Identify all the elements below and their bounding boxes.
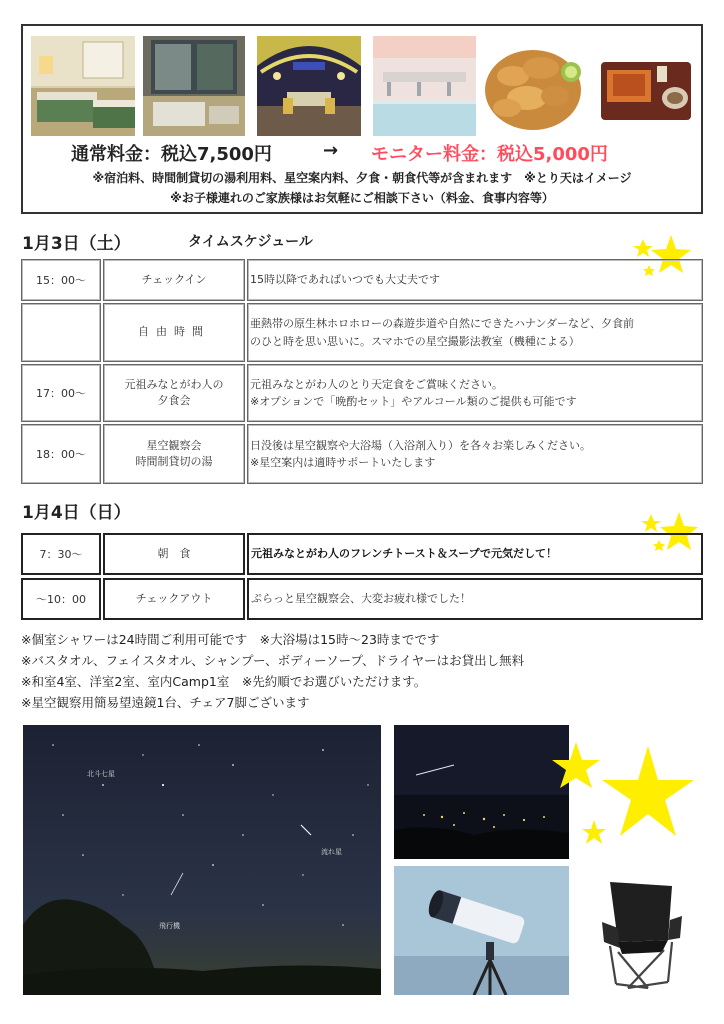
row-event: チェックイン	[103, 259, 245, 301]
row-event-text: 自由時間	[138, 325, 210, 339]
facility-notes	[21, 629, 711, 713]
photo-night-view	[394, 725, 569, 859]
monitor-price: モニター料金：税込5,000円	[371, 144, 608, 165]
note-line: ※個室シャワーは24時間ご利用可能です ※大浴場は15時～23時までです	[21, 632, 440, 647]
row-desc: 15時以降であればいつでも大丈夫です	[247, 259, 703, 301]
row-time: 15：00～	[21, 259, 101, 301]
row-desc-line: 日没後は星空観察や大浴場（入浴剤入り）を各々お楽しみください。	[250, 438, 591, 452]
schedule-row	[21, 259, 703, 301]
schedule-row	[21, 424, 703, 484]
row-time	[21, 303, 101, 362]
schedule-row	[21, 303, 703, 362]
schedule-row	[21, 533, 703, 575]
note-line: ※星空観察用簡易望遠鏡1台、チェア7脚ございます	[21, 695, 310, 710]
row-event	[103, 424, 245, 484]
photo-telescope	[394, 866, 569, 995]
note-line: ※バスタオル、フェイスタオル、シャンプー、ボディーソープ、ドライヤーはお貸出し無料	[21, 653, 525, 668]
row-event: 朝 食	[103, 533, 245, 575]
row-event-line: 夕食会	[157, 394, 191, 407]
price-box	[21, 24, 703, 214]
photo-indoor-camp	[257, 36, 361, 136]
row-time: ～10：00	[21, 578, 101, 620]
photo-japanese-room	[143, 36, 245, 136]
label-big-dipper: 北斗七星	[87, 770, 115, 778]
photo-breakfast	[595, 36, 697, 136]
day2-title: 1月4日（日）	[22, 503, 131, 523]
row-desc-line: 亜熱帯の原生林ホロホローの森遊歩道や自然にできたハナンダーなど、夕食前	[250, 317, 635, 331]
row-desc: 元祖みなとがわ人のフレンチトースト＆スープで元気だして！	[247, 533, 703, 575]
schedule-title: タイムスケジュール	[188, 234, 313, 250]
row-desc	[247, 424, 703, 484]
row-event	[103, 364, 245, 422]
arrow-text: →	[323, 140, 339, 161]
pricing-note-included: ※宿泊料、時間制貸切の湯利用料、星空案内料、夕食・朝食代等が含まれます ※とり天はイメージ	[92, 171, 632, 185]
label-airplane: 飛行機	[159, 922, 180, 930]
day1-title: 1月3日（土）	[22, 234, 131, 254]
row-desc-line: のひと時を思い思いに。スマホでの星空撮影法教室（機種による）	[250, 334, 580, 348]
schedule-row	[21, 364, 703, 422]
row-event	[103, 303, 245, 362]
row-desc-line: ※オプションで「晩酌セット」やアルコール類のご提供も可能です	[250, 395, 577, 408]
schedule-row	[21, 578, 703, 620]
row-time: 7：30～	[21, 533, 101, 575]
label-meteor: 流れ星	[321, 848, 342, 856]
photo-night-sky	[23, 725, 381, 995]
star-icon	[552, 740, 702, 850]
row-event-line: 星空観察会	[146, 438, 202, 452]
row-desc	[247, 364, 703, 422]
row-event: チェックアウト	[103, 578, 245, 620]
pricing-note-family: ※お子様連れのご家族様はお気軽にご相談下さい（料金、食事内容等）	[170, 191, 554, 205]
row-event-line: 時間制貸切の湯	[135, 455, 213, 468]
photo-bath	[373, 36, 476, 136]
row-desc	[247, 303, 703, 362]
row-time: 17：00～	[21, 364, 101, 422]
note-line: ※和室4室、洋室2室、室内Camp1室 ※先約順でお選びいただけます。	[21, 674, 427, 689]
photo-western-room	[31, 36, 135, 136]
normal-price: 通常料金：税込7,500円	[71, 144, 272, 165]
price-line	[23, 140, 701, 168]
row-event-line: 元祖みなとがわ人の	[124, 377, 224, 391]
photo-toriten	[481, 36, 585, 136]
row-desc: ぷらっと星空観察会、大変お疲れ様でした！	[247, 578, 703, 620]
row-time: 18：00～	[21, 424, 101, 484]
photo-chair	[588, 876, 688, 994]
row-desc-line: 元祖みなとがわ人のとり天定食をご賞味ください。	[250, 377, 503, 391]
row-desc-line: ※星空案内は適時サポートいたします	[250, 456, 436, 469]
